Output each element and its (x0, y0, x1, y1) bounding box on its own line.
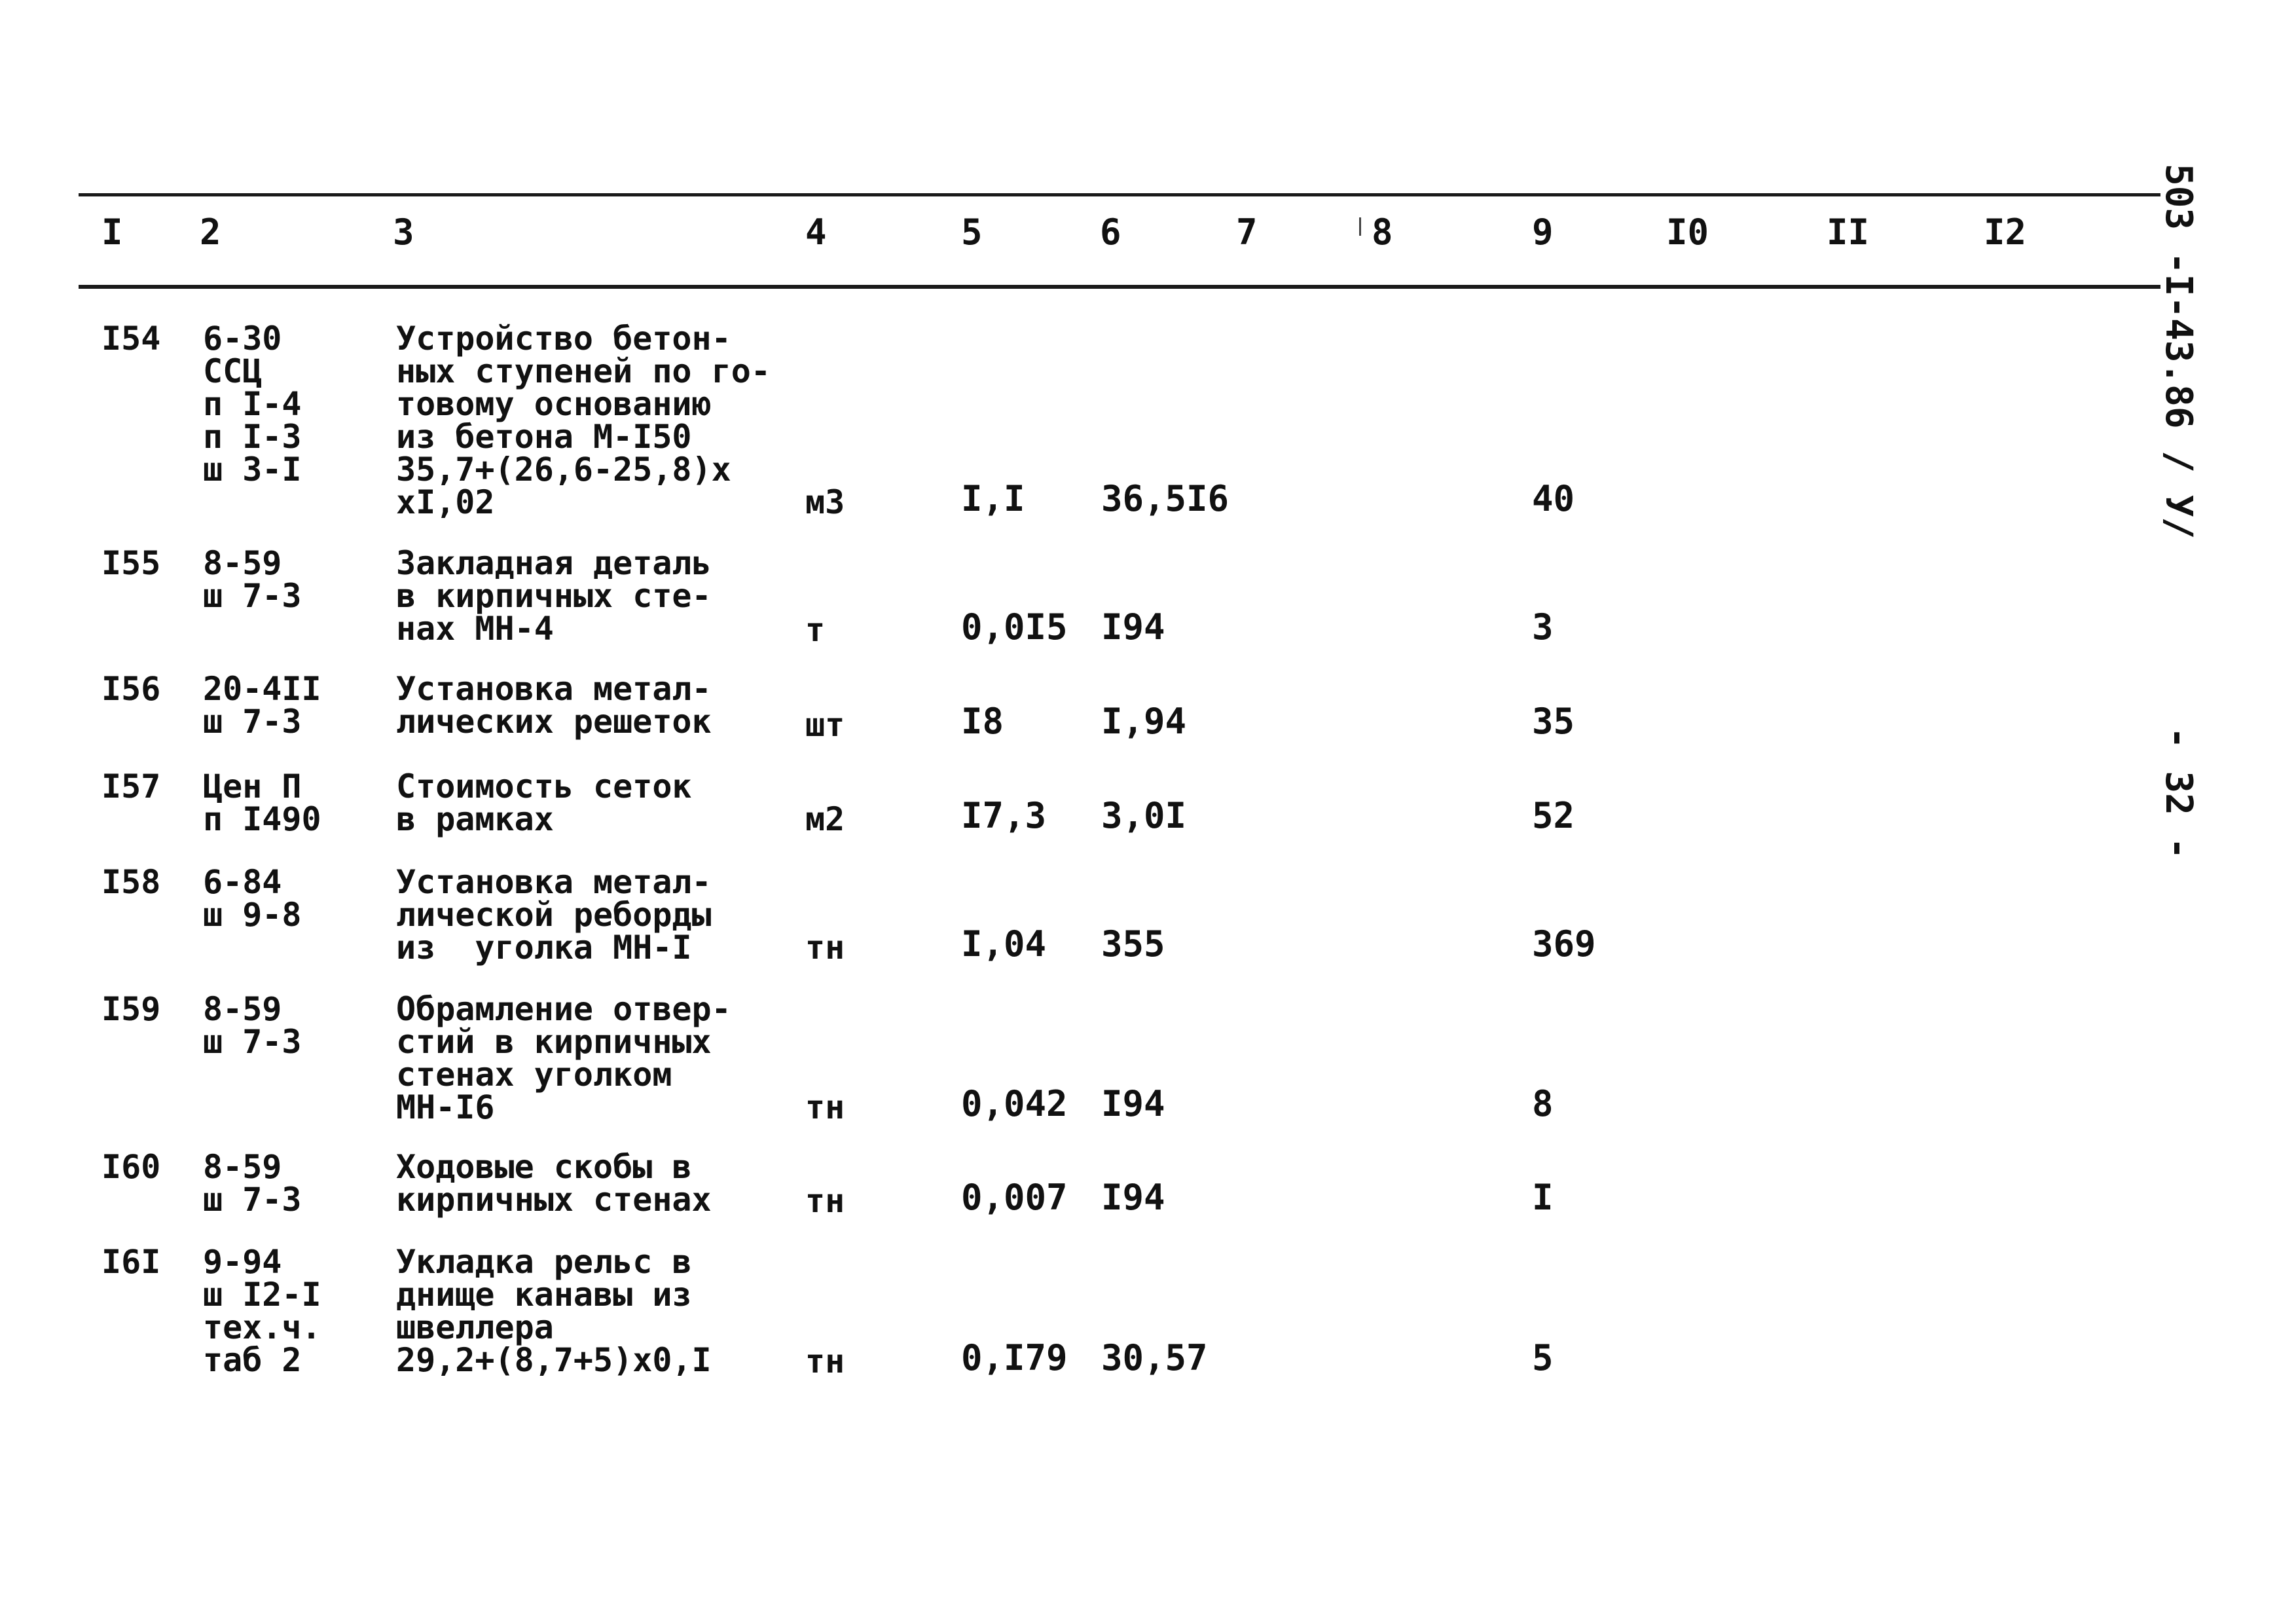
unit: м3 (805, 483, 845, 521)
col-header-4: 4 (805, 212, 827, 253)
col-header-9: 9 (1532, 212, 1554, 253)
norm-code: 8-59 ш 7-3 (203, 990, 302, 1061)
work-description: Стоимость сеток в рамках (396, 767, 692, 838)
unit: тн (805, 929, 845, 967)
total-cost: 3 (1532, 606, 1554, 648)
col-header-12: I2 (1984, 212, 2027, 253)
row-number: I59 (101, 990, 161, 1028)
unit-price: I94 (1101, 1177, 1165, 1218)
col-header-3: 3 (393, 212, 414, 253)
unit-price: 36,5I6 (1101, 478, 1230, 519)
norm-code: 9-94 ш I2-I тех.ч. таб 2 (203, 1243, 321, 1379)
total-cost: 52 (1532, 795, 1575, 836)
unit: тн (805, 1342, 845, 1380)
total-cost: 5 (1532, 1337, 1554, 1378)
col-header-1: I (101, 212, 123, 253)
unit: тн (805, 1088, 845, 1126)
quantity: I,04 (961, 923, 1047, 965)
quantity: I,I (961, 478, 1025, 519)
col-header-5: 5 (961, 212, 983, 253)
row-number: I54 (101, 320, 161, 358)
unit-price: 30,57 (1101, 1337, 1208, 1378)
norm-code: 8-59 ш 7-3 (203, 544, 302, 615)
quantity: 0,007 (961, 1177, 1068, 1218)
work-description: Устройство бетон- ных ступеней по го- товому основанию из бетона М-I50 35,7+(26,6-25,8)х хI,02 (396, 320, 771, 521)
quantity: 0,0I5 (961, 606, 1068, 648)
work-description: Обрамление отвер- стий в кирпичных стенах уголком МН-I6 (396, 990, 731, 1126)
side-margin (2157, 164, 2239, 884)
row-number: I60 (101, 1148, 161, 1186)
norm-code: Цен П п I490 (203, 767, 321, 838)
work-description: Укладка рельс в днище канавы из швеллера 29,2+(8,7+5)х0,I (396, 1243, 712, 1379)
total-cost: 369 (1532, 923, 1596, 965)
unit: т (805, 611, 826, 649)
quantity: 0,042 (961, 1083, 1068, 1124)
quantity: I7,3 (961, 795, 1047, 836)
table-top-rule (79, 193, 2160, 196)
norm-code: 6-30 ССЦ п I-4 п I-3 ш 3-I (203, 320, 302, 489)
unit: шт (805, 706, 845, 744)
col-header-6: 6 (1100, 212, 1121, 253)
total-cost: 35 (1532, 701, 1575, 742)
row-number: I56 (101, 670, 161, 708)
norm-code: 8-59 ш 7-3 (203, 1148, 302, 1219)
quantity: I8 (961, 701, 1004, 742)
row-number: I58 (101, 863, 161, 901)
row-number: I57 (101, 767, 161, 805)
row-number: I55 (101, 544, 161, 582)
document-code: 503 -I-43.86 / У/ (2157, 164, 2200, 540)
quantity: 0,I79 (961, 1337, 1068, 1378)
unit-price: I94 (1101, 606, 1165, 648)
unit: м2 (805, 800, 845, 838)
work-description: Установка метал- лических решеток (396, 670, 712, 741)
total-cost: 40 (1532, 478, 1575, 519)
col-header-10: I0 (1666, 212, 1709, 253)
col-header-8: 8 (1372, 212, 1393, 253)
norm-code: 6-84 ш 9-8 (203, 863, 302, 934)
total-cost: I (1532, 1177, 1554, 1218)
unit: тн (805, 1182, 845, 1220)
norm-code: 20-4II ш 7-3 (203, 670, 321, 741)
work-description: Ходовые скобы в кирпичных стенах (396, 1148, 712, 1219)
work-description: Установка метал- лической реборды из уголка МН-I (396, 863, 712, 967)
work-description: Закладная деталь в кирпичных сте- нах МН-4 (396, 544, 712, 648)
total-cost: 8 (1532, 1083, 1554, 1124)
col-header-11: II (1827, 212, 1870, 253)
page-number: - 32 - (2157, 727, 2200, 860)
header-bottom-rule (79, 285, 2160, 289)
col-header-7: 7 (1236, 212, 1258, 253)
header-tick-mark (1359, 217, 1361, 236)
unit-price: I94 (1101, 1083, 1165, 1124)
row-number: I6I (101, 1243, 161, 1281)
col-header-2: 2 (200, 212, 221, 253)
unit-price: I,94 (1101, 701, 1187, 742)
unit-price: 3,0I (1101, 795, 1187, 836)
unit-price: 355 (1101, 923, 1165, 965)
